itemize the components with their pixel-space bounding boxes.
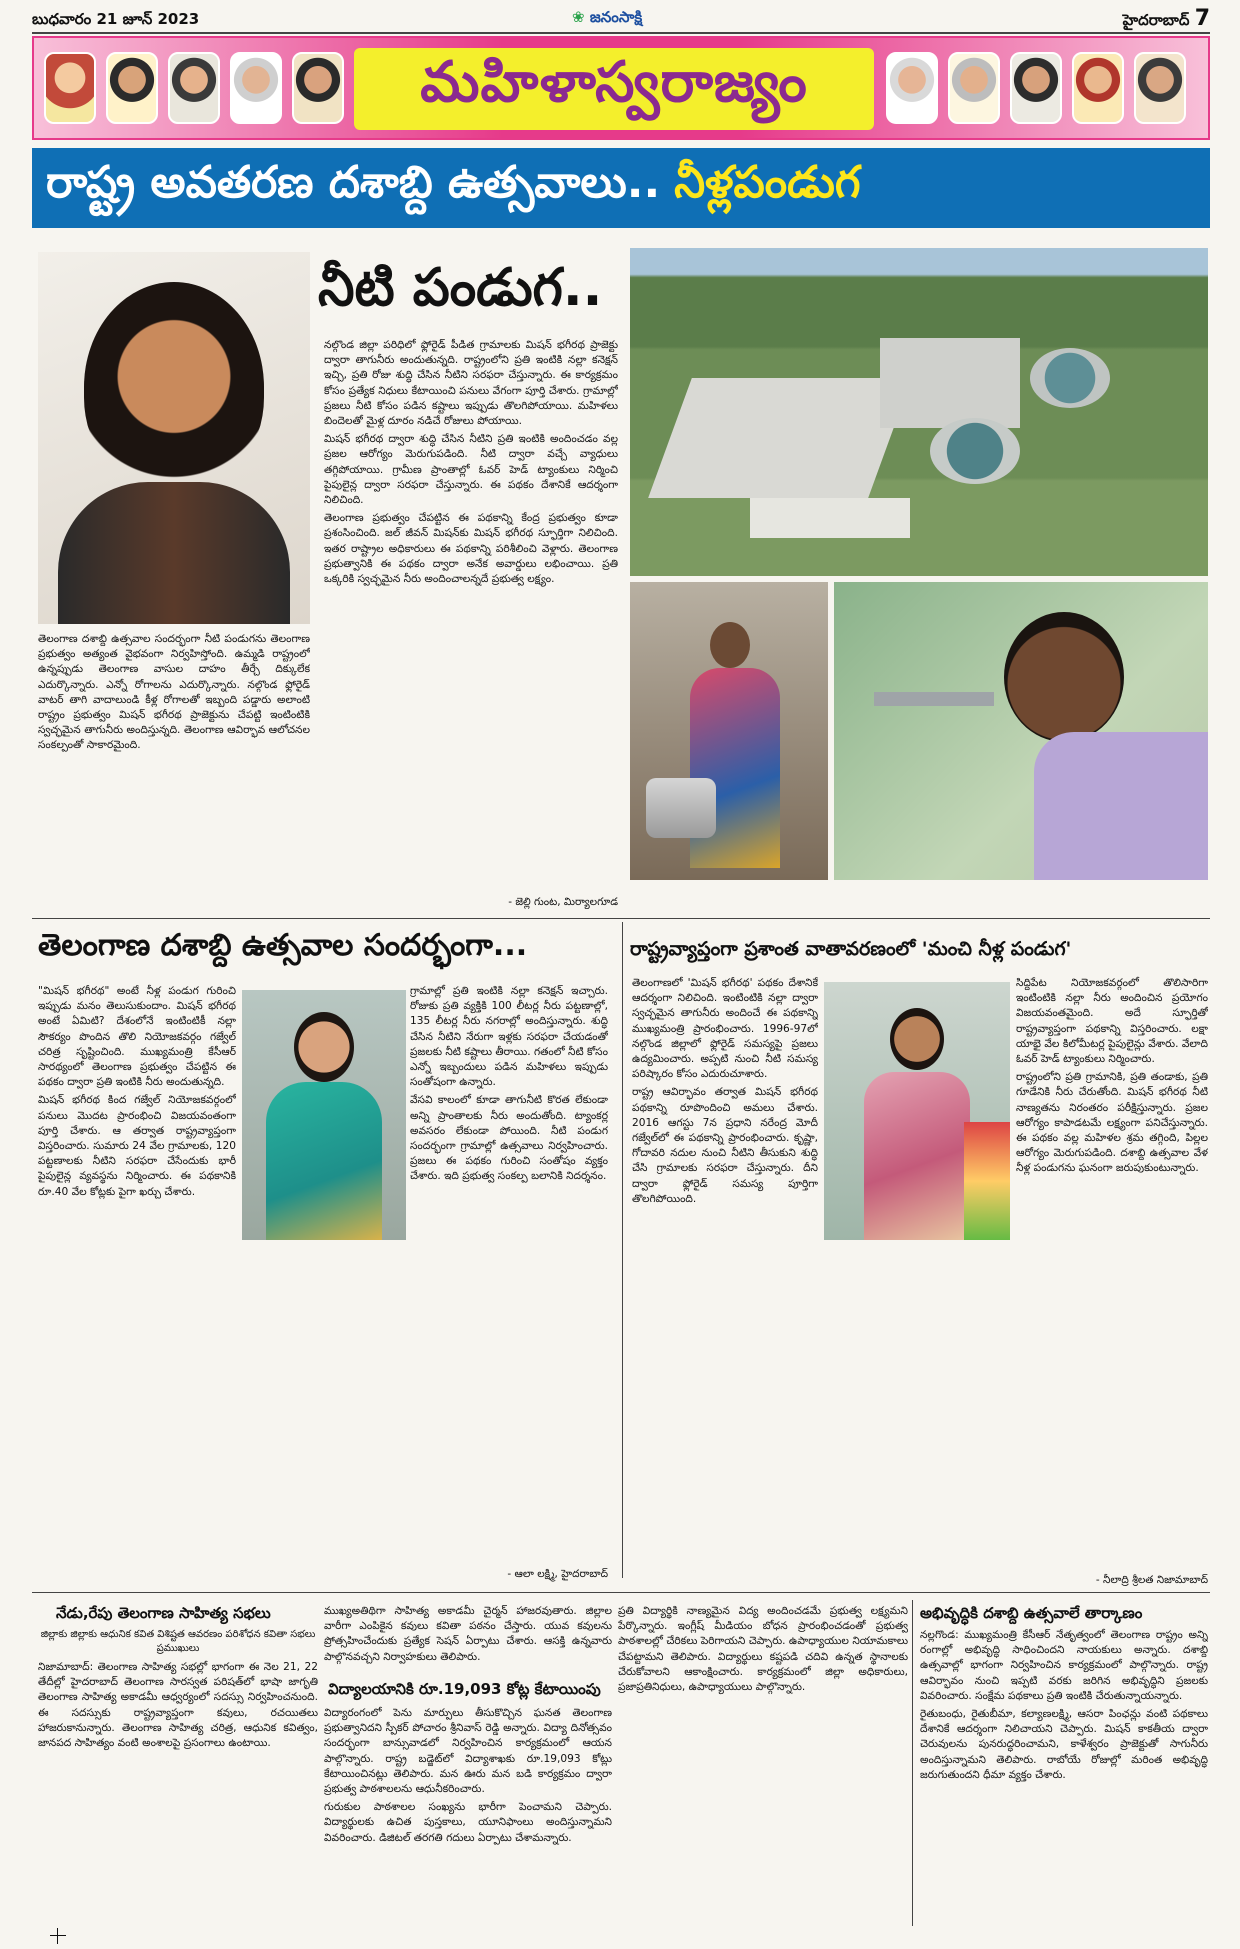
- article5-col1: విద్యారంగంలో పెను మార్పులు తీసుకొచ్చిన ఘనత తెలంగాణ ప్రభుత్వానిదని స్పీకర్ పోచారం శ్రీనివాస్ రెడ్డి అన్నారు. విద్యా దినోత్సవం సందర్భంగా బాన్సువాడలో నిర్వహించిన కార్యక్రమంలో ఆయన పాల్గొన్నారు. రాష్ట్ర బడ్జెట్‌లో విద్యాశాఖకు రూ.19,093 కోట్లు కేటాయించినట్లు తెలిపారు. మన ఊరు మన బడి కార్యక్రమం ద్వారా ప్రభుత్వ పాఠశాలలను ఆధునీకరించారు. గురుకుల పాఠశాలల సంఖ్యను భారీగా పెంచామని చెప్పారు. విద్యార్థులకు ఉచిత పుస్తకాలు, యూనిఫాంలు అందిస్తున్నామని వివరించారు. డిజిటల్ తరగతి గదులు ఏర్పాటు చేశామన్నారు.: [324, 1707, 612, 1844]
- portrait-icon: [44, 52, 96, 124]
- masthead: [32, 6, 1210, 32]
- article1-col1: తెలంగాణ దశాబ్ది ఉత్సవాల సందర్భంగా నీటి పండుగను తెలంగాణ ప్రభుత్వం అత్యంత వైభవంగా నిర్వహిస్తోంది. ఉమ్మడి రాష్ట్రంలో ఉన్నప్పుడు తెలంగాణ వాసుల దాహం తీర్చే దిక్కులేక ఎదుర్కొన్నారు. ఎన్నో రోగాలను ఎదుర్కొన్నారు. నల్గొండ ఫ్లోరైడ్ వాటర్ తాగి వాదాలుండి కీళ్ల రోగాలతో ఇబ్బంది పడ్డారు అలాంటి రాష్ట్రం ప్రభుత్వం మిషన్ భగీరథ ప్రాజెక్టును చేపట్టి ఇంటింటికి స్వచ్ఛమైన తాగునీరు అందిస్తున్నది. తెలంగాణ ఆవిర్భావ ఆలోచనల సంకల్పంతో సాకారమైంది.: [38, 633, 310, 752]
- crop-mark-icon: [50, 1928, 66, 1944]
- article1-title: నీటి పండుగ..: [318, 258, 603, 318]
- headline-left: రాష్ట్ర అవతరణ దశాబ్ది ఉత్సవాలు..: [46, 157, 661, 208]
- article3-byline: - నీలాద్రి శ్రీలత నిజామాబాద్: [1095, 1574, 1208, 1586]
- article1-col2: నల్గొండ జిల్లా పరిధిలో ఫ్లోరైడ్ పీడిత గ్రామాలకు మిషన్ భగీరథ ప్రాజెక్టు ద్వారా తాగునీరు అందుతున్నది. రాష్ట్రంలోని ప్రతి ఇంటికి నల్లా కనెక్షన్ ఇచ్చి, ప్రతి రోజు శుద్ధి చేసిన నీటిని సరఫరా చేస్తున్నారు. ఈ కార్యక్రమం కోసం ప్రత్యేక నిధులు కేటాయించి పనులు వేగంగా పూర్తి చేశారు. గ్రామాల్లో ప్రజలు నీటి కోసం పడిన కష్టాలు ఇప్పుడు తొలగిపోయాయి. మహిళలు బిందెలతో మైళ్ల దూరం నడిచే రోజులు పోయాయి. మిషన్ భగీరథ ద్వారా శుద్ధి చేసిన నీటిని ప్రతి ఇంటికి అందించడం వల్ల ప్రజల ఆరోగ్యం మెరుగుపడింది. నీటి ద్వారా వచ్చే వ్యాధులు తగ్గిపోయాయి. గ్రామీణ ప్రాంతాల్లో ఓవర్ హెడ్ ట్యాంకులు నిర్మించి పైపులైన్ల ద్వారా సరఫరా చేస్తున్నారు. ఈ పథకం దేశానికే ఆదర్శంగా నిలిచింది. తెలంగాణ ప్రభుత్వం చేపట్టిన ఈ పథకాన్ని కేంద్ర ప్రభుత్వం కూడా ప్రశంసించింది. జల్ జీవన్ మిషన్‌కు మిషన్ భగీరథ స్ఫూర్తిగా నిలిచింది. ఇతర రాష్ట్రాల అధికారులు ఈ పథకాన్ని పరిశీలించి వెళ్లారు. తెలంగాణ ప్రభుత్వానికి ఈ పథకం ద్వారా అనేక అవార్డులు లభించాయి. ప్రతి ఒక్కరికి స్వచ్ఛమైన నీరు అందించాలన్నదే ప్రభుత్వ లక్ష్యం.: [324, 339, 618, 586]
- woman-water-photo: [630, 582, 828, 880]
- portrait-icon: [1010, 52, 1062, 124]
- article3-col1: తెలంగాణలో 'మిషన్ భగీరథ' పథకం దేశానికే ఆదర్శంగా నిలిచింది. ఇంటింటికి నల్లా ద్వారా స్వచ్ఛమైన తాగునీరు అందించే ఈ పథకాన్ని ముఖ్యమంత్రి ప్రారంభించారు. 1996-97లో నల్గొండ జిల్లాలో ఫ్లోరైడ్ సమస్యపై ప్రజలు ఉద్యమించారు. అప్పటి నుంచి నీటి సమస్య పరిష్కారం కోసం ఎదురుచూశారు. రాష్ట్ర ఆవిర్భావం తర్వాత మిషన్ భగీరథ పథకాన్ని రూపొందించి అమలు చేశారు. 2016 ఆగస్టు 7న ప్రధాని నరేంద్ర మోదీ గజ్వేల్‌లో ఈ పథకాన్ని ప్రారంభించారు. కృష్ణా, గోదావరి నదుల నుంచి నీటిని తీసుకుని శుద్ధి చేసి గ్రామాలకు సరఫరా చేస్తున్నారు. దీని ద్వారా ఫ్లోరైడ్ సమస్య పూర్తిగా తొలగిపోయింది.: [632, 977, 818, 1205]
- headline-right: నీళ్లపండుగ: [674, 157, 861, 208]
- article4-subtitle: జిల్లాకు జిల్లాకు ఆధునిక కవిత విశిష్టత ఆవరణం పరిశోధన కవితా సభలు ప్రముఖులు: [40, 1629, 316, 1654]
- article2-title: తెలంగాణ దశాబ్ది ఉత్సవాల సందర్భంగా...: [38, 928, 528, 963]
- article4-col1: నిజామాబాద్: తెలంగాణ సాహిత్య సభల్లో భాగంగా ఈ నెల 21, 22 తేదీల్లో హైదరాబాద్ తెలంగాణ సారస్వత పరిషత్‌లో భాషా జాగృతి తెలంగాణ సాహిత్య అకాడమీ ఆధ్వర్యంలో సదస్సు నిర్వహించనుంది. ఈ సదస్సుకు రాష్ట్రవ్యాప్తంగా కవులు, రచయితలు హాజరుకానున్నారు. తెలంగాణ సాహిత్య చరిత్ర, ఆధునిక కవిత్వం, జానపద సాహిత్యం వంటి అంశాలపై ప్రసంగాలు ఉంటాయి.: [38, 1661, 318, 1750]
- paper-logo-icon: ❀: [572, 8, 585, 26]
- article4-title: నేడు,రేపు తెలంగాణ సాహిత్య సభలు: [56, 1604, 271, 1622]
- banner-title: మహిళాస్వరాజ్యం: [420, 49, 808, 115]
- portrait-icon: [168, 52, 220, 124]
- article2-byline: - ఆలా లక్ష్మి, హైదరాబాద్: [507, 1568, 608, 1580]
- portrait-icon: [948, 52, 1000, 124]
- author-photo-1: [38, 252, 310, 624]
- water-drop-icon: [1030, 348, 1110, 408]
- banner: [32, 36, 1210, 140]
- article5-col2: ప్రతి విద్యార్థికి నాణ్యమైన విద్య అందించడమే ప్రభుత్వ లక్ష్యమని పేర్కొన్నారు. ఇంగ్లీష్ మీడియం బోధన ప్రారంభించడంతో ప్రభుత్వ పాఠశాలల్లో చేరికలు పెరిగాయని చెప్పారు. ఉపాధ్యాయుల నియామకాలు చేపట్టామని తెలిపారు. విద్యార్థులు కష్టపడి చదివి ఉన్నత స్థానాలకు చేరుకోవాలని ఆకాంక్షించారు. కార్యక్రమంలో జిల్లా అధికారులు, ప్రజాప్రతినిధులు, ఉపాధ్యాయులు పాల్గొన్నారు.: [618, 1605, 908, 1694]
- article6-divider: [912, 1600, 913, 1926]
- article3-title: రాష్ట్రవ్యాప్తంగా ప్రశాంత వాతావరణంలో 'మంచి నీళ్ల పండుగ': [630, 938, 1072, 960]
- portrait-icon: [292, 52, 344, 124]
- water-plant-photo: [630, 248, 1208, 576]
- author-photo-3: [824, 982, 1010, 1240]
- banner-title-box: [354, 48, 874, 130]
- portrait-icon: [1134, 52, 1186, 124]
- section-rule-1: [32, 918, 1210, 919]
- city-name: హైదరాబాద్ 7: [1122, 6, 1210, 31]
- issue-date: బుధవారం 21 జూన్ 2023: [32, 10, 200, 28]
- paper-name: ❀ జనంసాక్షి: [572, 8, 643, 26]
- article6-col1: నల్లగొండ: ముఖ్యమంత్రి కేసీఆర్ నేతృత్వంలో తెలంగాణ రాష్ట్రం అన్ని రంగాల్లో అభివృద్ధి సాధించిందని నాయకులు అన్నారు. దశాబ్ది ఉత్సవాల్లో భాగంగా నిర్వహించిన కార్యక్రమంలో పాల్గొన్నారు. రాష్ట్ర ఆవిర్భావం నుంచి ఇప్పటి వరకు జరిగిన అభివృద్ధిని ప్రజలకు వివరించారు. సంక్షేమ పథకాలు ప్రతి ఇంటికి చేరుతున్నాయన్నారు. రైతుబంధు, రైతుబీమా, కల్యాణలక్ష్మి, ఆసరా పింఛన్లు వంటి పథకాలు దేశానికే ఆదర్శంగా నిలిచాయని చెప్పారు. మిషన్ కాకతీయ ద్వారా చెరువులను పునరుద్ధరించామని, కాళేశ్వరం ప్రాజెక్టుతో సాగునీరు అందిస్తున్నామని తెలిపారు. రాబోయే రోజుల్లో మరింత అభివృద్ధి జరుగుతుందని ధీమా వ్యక్తం చేశారు.: [920, 1629, 1208, 1781]
- article2-col2: గ్రామాల్లో ప్రతి ఇంటికి నల్లా కనెక్షన్ ఇచ్చారు. రోజుకు ప్రతి వ్యక్తికి 100 లీటర్ల నీరు పట్టణాల్లో, 135 లీటర్ల నీరు నగరాల్లో అందిస్తున్నారు. శుద్ధి చేసిన నీటిని నేరుగా ఇళ్లకు సరఫరా చేయడంతో ప్రజలకు నీటి కష్టాలు తీరాయి. గతంలో నీటి కోసం ఎన్నో ఇబ్బందులు పడిన మహిళలు ఇప్పుడు సంతోషంగా ఉన్నారు. వేసవి కాలంలో కూడా తాగునీటి కొరత లేకుండా అన్ని ప్రాంతాలకు నీరు అందుతోంది. ట్యాంకర్ల అవసరం లేకుండా పోయింది. నీటి పండుగ సందర్భంగా గ్రామాల్లో ఉత్సవాలు నిర్వహించారు. ప్రజలు ఈ పథకం గురించి సంతోషం వ్యక్తం చేశారు. ఇది ప్రభుత్వ సంకల్ప బలానికి నిదర్శనం.: [410, 985, 608, 1183]
- masthead-rule: [32, 32, 1210, 34]
- article2-col1: "మిషన్ భగీరథ" అంటే నీళ్ల పండుగ గురించి ఇప్పుడు మనం తెలుసుకుందాం. మిషన్ భగీరథ అంటే ఏమిటి? దేశంలోనే ఇంటింటికీ నల్లా సౌకర్యం పొందిన తొలి నియోజకవర్గం గజ్వేల్ చరిత్ర సృష్టించింది. ముఖ్యమంత్రి కేసీఆర్ సారథ్యంలో తెలంగాణ ప్రభుత్వం చేపట్టిన ఈ పథకం ద్వారా ప్రతి ఇంటికి నీరు అందుతున్నది. మిషన్ భగీరథ కింద గజ్వేల్ నియోజకవర్గంలో పనులు మొదట ప్రారంభించి విజయవంతంగా పూర్తి చేశారు. ఆ తర్వాత రాష్ట్రవ్యాప్తంగా విస్తరించారు. సుమారు 24 వేల గ్రామాలకు, 120 పట్టణాలకు నీటిని సరఫరా చేసేందుకు భారీ పైపులైన్ల వ్యవస్థను నిర్మించారు. ఈ పథకానికి రూ.40 వేల కోట్లకు పైగా ఖర్చు చేశారు.: [38, 985, 236, 1198]
- article4-col2: ముఖ్యఅతిథిగా సాహిత్య అకాడమీ చైర్మన్ హాజరవుతారు. జిల్లాల వారీగా ఎంపికైన కవులు కవితా పఠనం చేస్తారు. యువ కవులను ప్రోత్సహించేందుకు ప్రత్యేక సెషన్ ఏర్పాటు చేశారు. ఆసక్తి ఉన్నవారు పాల్గొనవచ్చని నిర్వాహకులు తెలిపారు.: [324, 1605, 612, 1663]
- author-photo-2: [242, 990, 406, 1240]
- article6-title: అభివృద్ధికి దశాబ్ది ఉత్సవాలే తార్కాణం: [920, 1604, 1143, 1622]
- article3-col2: సిద్దిపేట నియోజకవర్గంలో తొలిసారిగా ఇంటింటికి నల్లా నీరు అందించిన ప్రయోగం విజయవంతమైంది. అదే స్ఫూర్తితో రాష్ట్రవ్యాప్తంగా పథకాన్ని విస్తరించారు. లక్షా యాభై వేల కిలోమీటర్ల పైపులైన్లు వేశారు. వేలాది ఓవర్ హెడ్ ట్యాంకులు నిర్మించారు. రాష్ట్రంలోని ప్రతి గ్రామానికి, ప్రతి తండాకు, ప్రతి గూడేనికి నీరు చేరుతోంది. మిషన్ భగీరథ నీటి నాణ్యతను నిరంతరం పరీక్షిస్తున్నారు. ప్రజల ఆరోగ్యం కాపాడటమే లక్ష్యంగా పనిచేస్తున్నారు. ఈ పథకం వల్ల మహిళల శ్రమ తగ్గింది, పిల్లల ఆరోగ్యం మెరుగుపడింది. దశాబ్ది ఉత్సవాల వేళ నీళ్ల పండుగను ఘనంగా జరుపుకుంటున్నారు.: [1016, 977, 1208, 1175]
- portrait-icon: [106, 52, 158, 124]
- headline-band: [32, 148, 1210, 228]
- article5-title: విద్యాలయానికి రూ.19,093 కోట్ల కేటాయింపు: [328, 1680, 601, 1698]
- article3-divider: [622, 922, 623, 1578]
- boy-water-photo: [834, 582, 1208, 880]
- article1-byline: - జెల్లి గుంట, మిర్యాలగూడ: [508, 896, 618, 908]
- section-rule-2: [32, 1592, 1210, 1593]
- portrait-icon: [230, 52, 282, 124]
- portrait-icon: [1072, 52, 1124, 124]
- portrait-icon: [886, 52, 938, 124]
